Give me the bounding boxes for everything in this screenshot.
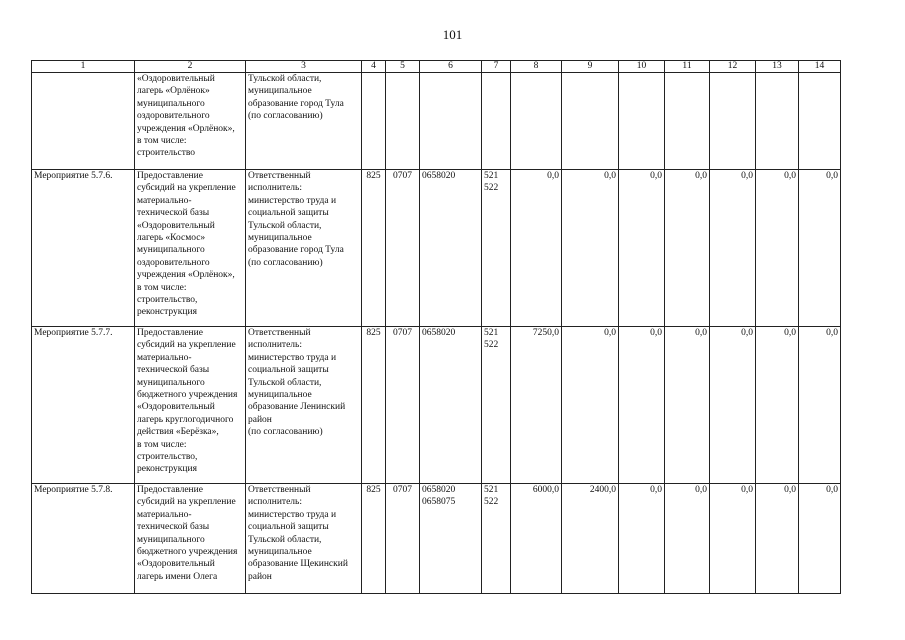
table-row: [32, 73, 841, 170]
measure-name: Предоставление субсидий на укрепление материально- технической базы муниципального бюджетного учреждения «Оздоровительный лагерь имени Олега: [135, 484, 246, 594]
measure-executor: Ответственный исполнитель: министерство труда и социальной защиты Тульской области, муниципальное образование Ленинский район (по согласованию): [246, 327, 362, 484]
measure-name: Предоставление субсидий на укрепление материально- технической базы «Оздоровительный лагерь «Космос» муниципального оздоровительного учреждения «Орлёнок», в том числе: строительство, реконструкция: [135, 170, 246, 327]
cell-value: [665, 73, 710, 170]
cell-value: 0,0: [665, 327, 710, 484]
measure-executor: Ответственный исполнитель: министерство труда и социальной защиты Тульской области, муниципальное образование город Тула (по согласованию): [246, 170, 362, 327]
cell-target-article: 0658020: [420, 327, 482, 484]
measure-executor: Тульской области, муниципальное образование город Тула (по согласованию): [246, 73, 362, 170]
cell-target-article: 0658020 0658075: [420, 484, 482, 594]
cell-value: 0,0: [756, 327, 799, 484]
column-header: 11: [665, 61, 710, 73]
cell-expense-type: [482, 73, 511, 170]
cell-expense-type: 521 522: [482, 327, 511, 484]
cell-section: 0707: [386, 484, 420, 594]
column-header: 4: [362, 61, 386, 73]
cell-value: 0,0: [562, 170, 619, 327]
table-row: [32, 327, 841, 484]
cell-expense-type: 521 522: [482, 484, 511, 594]
cell-value: 0,0: [799, 327, 841, 484]
column-header: 1: [32, 61, 135, 73]
cell-value: 0,0: [799, 170, 841, 327]
measure-label: Мероприятие 5.7.6.: [32, 170, 135, 327]
budget-table: [31, 60, 841, 594]
cell-value: [619, 73, 665, 170]
cell-value: 6000,0: [511, 484, 562, 594]
cell-grbs: [362, 73, 386, 170]
cell-value: 0,0: [619, 170, 665, 327]
column-header: 7: [482, 61, 511, 73]
cell-value: 0,0: [665, 170, 710, 327]
cell-value: 0,0: [799, 484, 841, 594]
cell-value: 0,0: [756, 170, 799, 327]
measure-label: [32, 73, 135, 170]
cell-value: 0,0: [619, 327, 665, 484]
cell-value: 7250,0: [511, 327, 562, 484]
column-header: 3: [246, 61, 362, 73]
measure-executor: Ответственный исполнитель: министерство труда и социальной защиты Тульской области, муниципальное образование Щекинский район: [246, 484, 362, 594]
column-header: 6: [420, 61, 482, 73]
table-row: [32, 484, 841, 594]
cell-value: [799, 73, 841, 170]
cell-value: [710, 73, 756, 170]
cell-value: 0,0: [511, 170, 562, 327]
cell-grbs: 825: [362, 170, 386, 327]
page-number: 101: [442, 27, 463, 42]
cell-value: [756, 73, 799, 170]
cell-value: 0,0: [710, 170, 756, 327]
column-header: 8: [511, 61, 562, 73]
cell-value: [562, 73, 619, 170]
measure-label: Мероприятие 5.7.8.: [32, 484, 135, 594]
measure-name: Предоставление субсидий на укрепление материально- технической базы муниципального бюджетного учреждения «Оздоровительный лагерь круглогодичного действия «Берёзка», в том числе: строительство, реконструкция: [135, 327, 246, 484]
cell-grbs: 825: [362, 327, 386, 484]
table-row: [32, 170, 841, 327]
cell-section: [386, 73, 420, 170]
column-header: 5: [386, 61, 420, 73]
measure-name: «Оздоровительный лагерь «Орлёнок» муниципального оздоровительного учреждения «Орлёнок», в том числе: строительство: [135, 73, 246, 170]
column-header: 14: [799, 61, 841, 73]
cell-value: 0,0: [756, 484, 799, 594]
cell-expense-type: 521 522: [482, 170, 511, 327]
column-header: 12: [710, 61, 756, 73]
column-header: 10: [619, 61, 665, 73]
column-header: 9: [562, 61, 619, 73]
cell-value: [511, 73, 562, 170]
cell-section: 0707: [386, 327, 420, 484]
cell-target-article: [420, 73, 482, 170]
cell-target-article: 0658020: [420, 170, 482, 327]
column-header: 13: [756, 61, 799, 73]
cell-value: 0,0: [619, 484, 665, 594]
cell-value: 0,0: [665, 484, 710, 594]
measure-label: Мероприятие 5.7.7.: [32, 327, 135, 484]
cell-value: 0,0: [710, 327, 756, 484]
cell-value: 2400,0: [562, 484, 619, 594]
cell-section: 0707: [386, 170, 420, 327]
cell-value: 0,0: [562, 327, 619, 484]
cell-grbs: 825: [362, 484, 386, 594]
header-row: [32, 61, 841, 73]
column-header: 2: [135, 61, 246, 73]
cell-value: 0,0: [710, 484, 756, 594]
